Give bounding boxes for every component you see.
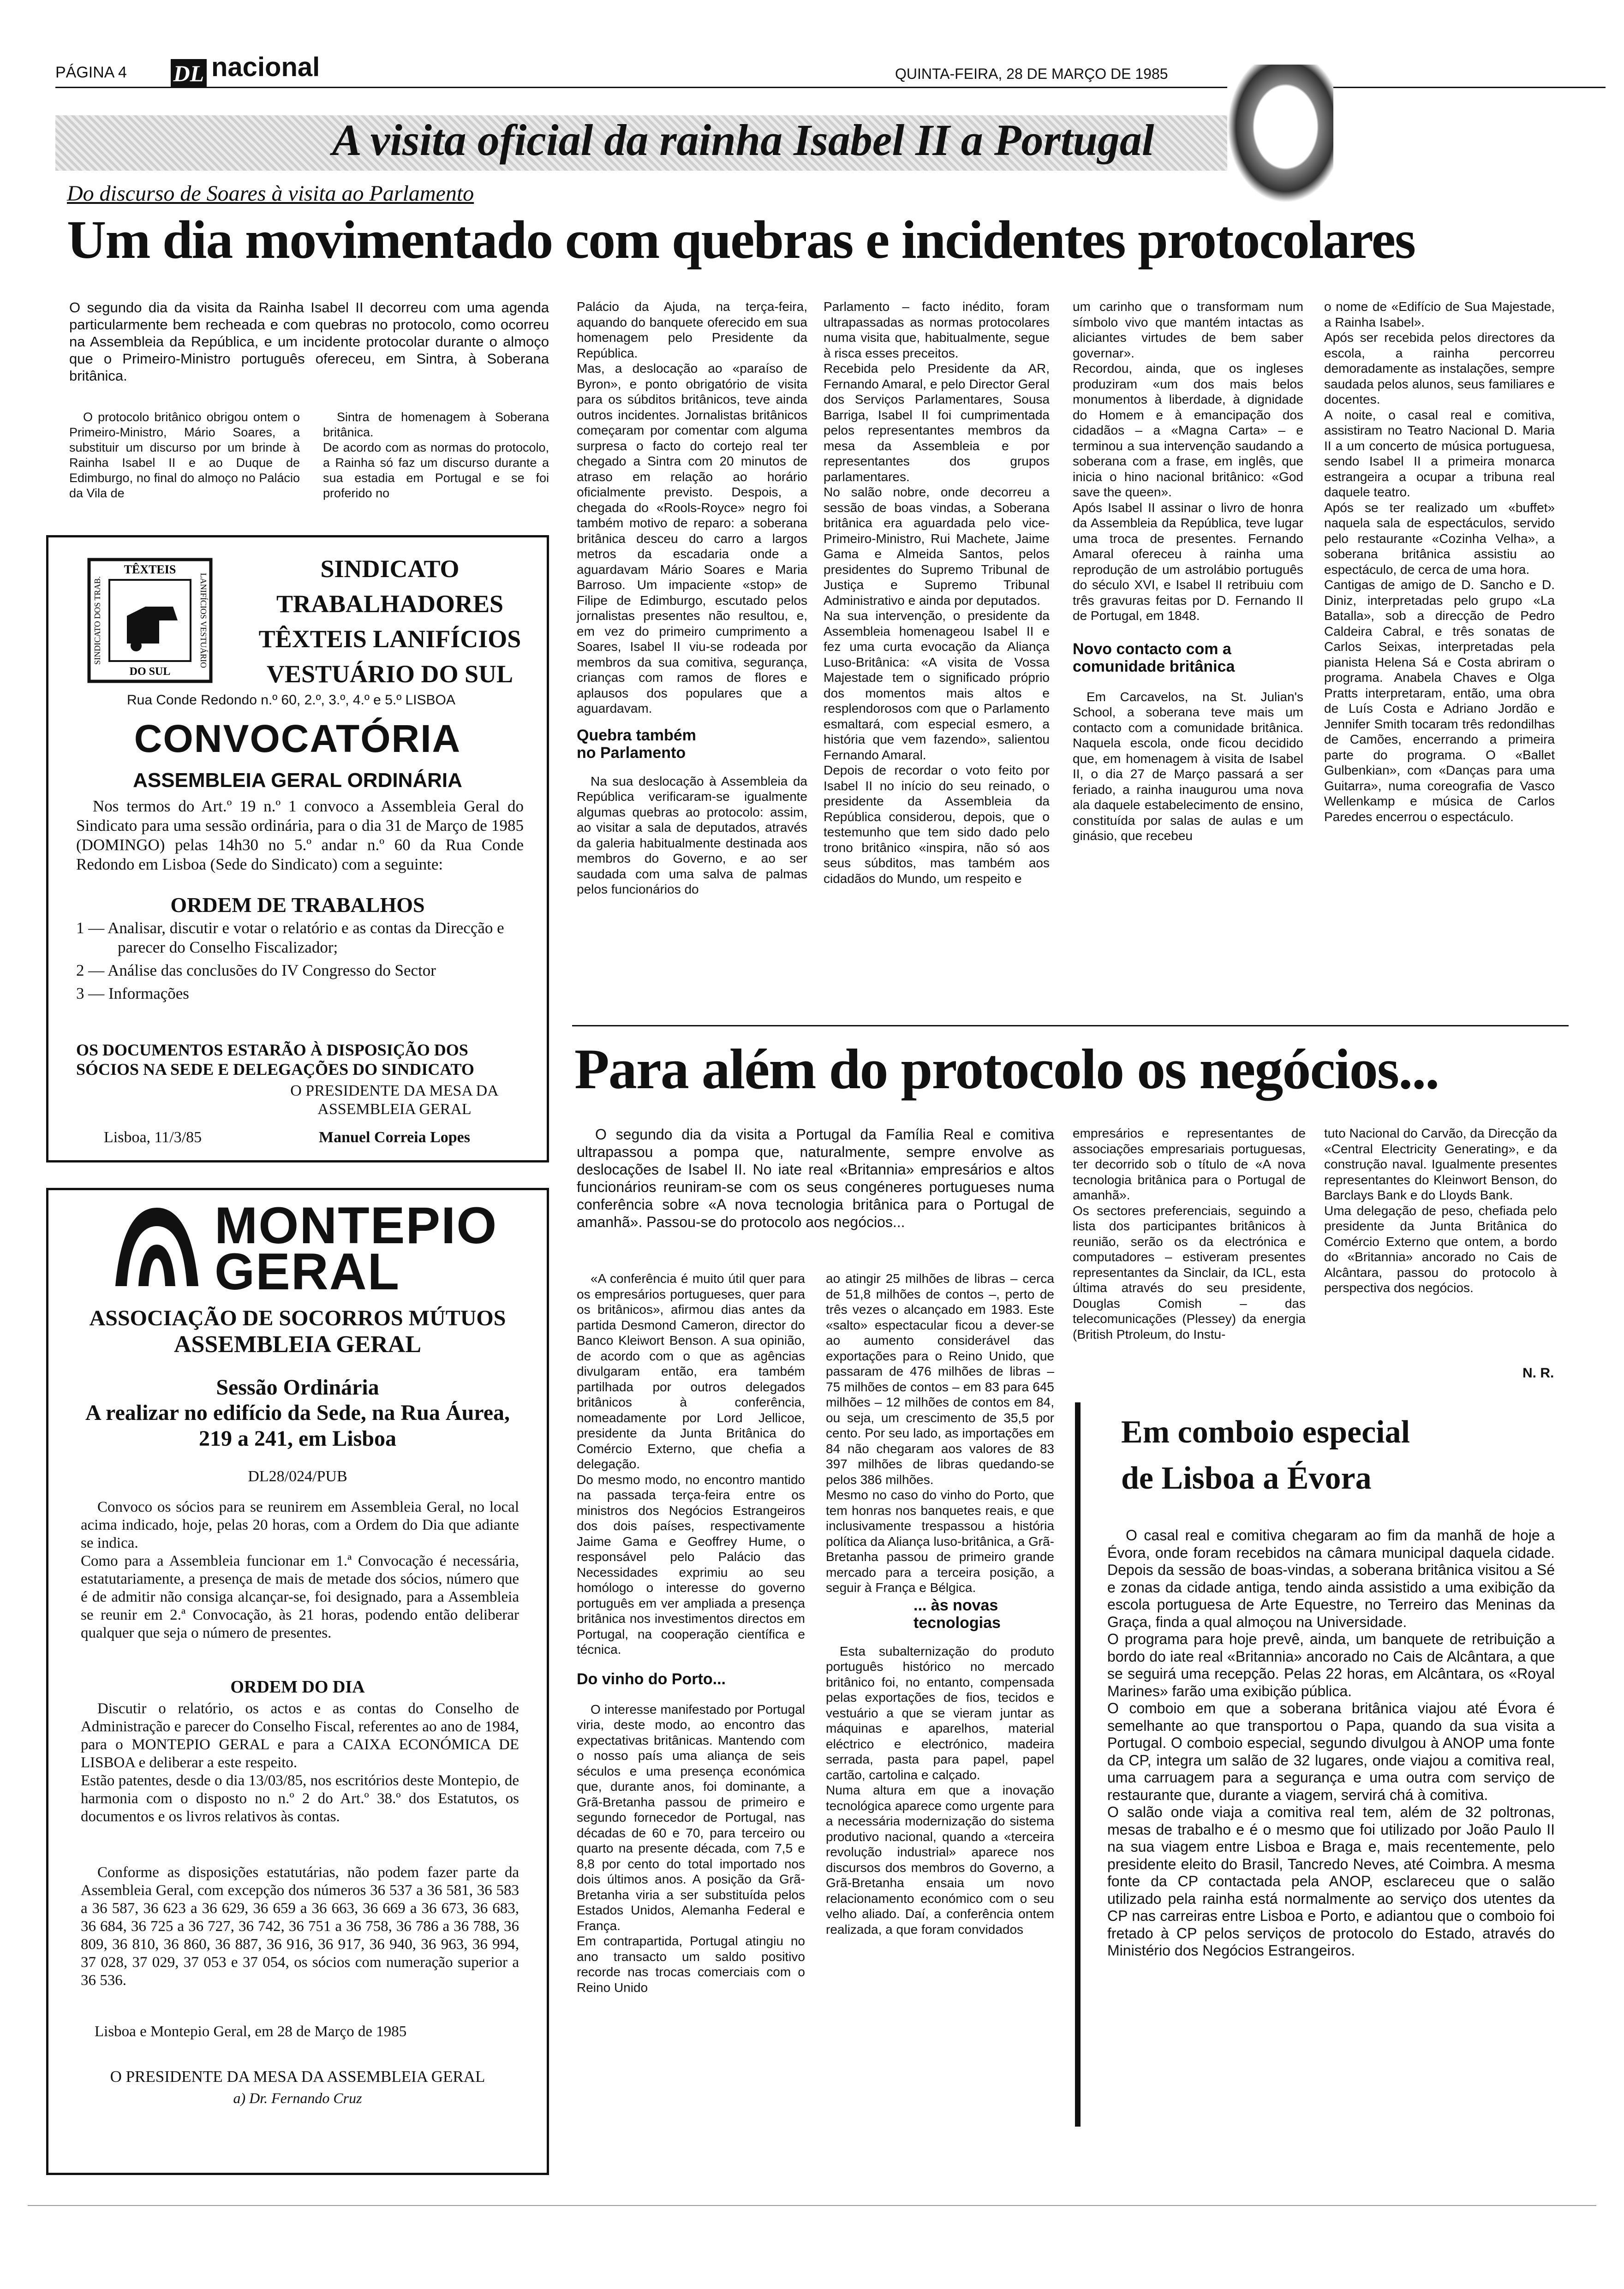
montepio-signature-title: O PRESIDENTE DA MESA DA ASSEMBLEIA GERAL bbox=[110, 2068, 485, 2086]
montepio-order-title: ORDEM DO DIA bbox=[230, 1677, 365, 1697]
sindicato-item: 2 — Análise das conclusões do IV Congresso do Sector bbox=[76, 961, 436, 979]
newspaper-logo: DL bbox=[171, 59, 207, 88]
article1-col-c-text: Palácio da Ajuda, na terça-feira, aquando do banquete oferecido em sua homenagem pelo Presidente da República. Mas, a deslocação ao «paraíso de Byron», e ponto obrigatório de visita para os súbditos britânicos, teve ainda outros incidentes. Jornalistas britânicos começaram por comentar com alguma surpresa o facto do cortejo real ter chegado a Sintra com 20 minutos de atraso em relação ao horário oficialmente previsto. Despois, a chegada do «Rools-Royce» negro foi também motivo de reparo: a soberana britânica desceu do carro a largos metros da escadaria onde a aguardavam Mário Soares e Maria Barroso. Um impaciente «stop» de Filipe de Edimburgo, escutado pelos jornalistas presentes não resultou, e, em vez do primeiro cumprimento a Soares, Isabel II viu-se rodeada por membros da sua comitiva, segurança, crianças com ramos de flores e aplausos dos populares que a aguardavam. bbox=[577, 299, 807, 715]
montepio-brand-line1: MONTEPIO bbox=[215, 1197, 498, 1254]
seal-right-text: LANIFÍCIOS VESTUÁRIO bbox=[199, 572, 208, 668]
sindicato-name bbox=[251, 551, 528, 691]
article2-col-a2-text: O interesse manifestado por Portugal viria, deste modo, ao encontro das expectativas britânicas. Mantendo com o nosso país uma aliança de seis séculos e uma presença económica que, durante anos, foi dominante, a Grã-Bretanha passou de primeiro e segundo fornecedor de Portugal, nas décadas de 60 e 70, para terceiro ou quarto na presente década, com 7,5 e 8,8 por cento do total importado nos dois últimos anos. A posição da Grã-Bretanha viria a ser substituída pelos Estados Unidos, Alemanha Federal e França. Em contrapartida, Portugal atingiu no ano transacto um saldo positivo recorde nas trocas comerciais com o Reino Unido bbox=[577, 1702, 805, 1995]
article2-col-a-text: «A conferência é muito útil quer para os empresários portugueses, quer para os britânicos», afirmou dias antes da partida Desmond Cameron, director do Banco Kleiwort Benson. A sua opinião, de acordo com o que as agências divulgaram então, era também partilhada por outros delegados britânicos à conferência, nomeadamente por Lord Jellicoe, presidente da Junta Britânica do Comércio Externo, que chefia a delegação. Do mesmo modo, no encontro mantido na passada terça-feira entre os ministros dos Negócios Estrangeiros dos dois países, respectivamente Jaime Gama e Geoffrey Hume, o responsável pelo Palácio das Necessidades exprimiu ao seu homólogo o interesse do governo português em ver ampliada a presença britânica nos investimentos directos em Portugal, na cooperação científica e técnica. bbox=[577, 1271, 805, 1657]
article1-col-d: Parlamento – facto inédito, foram ultrapassadas as normas protocolares numa visita que, habitualmente, segue à risca esses preceitos. Recebida pelo Presidente da AR, Fernando Amaral, e pelo Director Geral dos Serviços Parlamentares, Sousa Barriga, Isabel II foi cumprimentada pelos representantes membros da mesa da Assembleia e por representantes dos grupos parlamentares. No salão nobre, onde decorreu a sessão de boas vindas, a Soberana britânica era aguardada pelo vice-Primeiro-Ministro, Rui Machete, Jaime Gama e Almeida Santos, pelos presidentes do Supremo Tribunal de Justiça e Supremo Tribunal Administrativo e ainda por deputados. Na sua intervenção, o presidente da Assembleia homenageou Isabel II e fez uma curta evocação da Aliança Luso-Britânica: «A visita de Vossa Majestade tem o significado próprio dos momentos mais altos e resplendorosos com que o Parlamento esmaltará, com especial esmero, a história que vem fazendo», salientou Fernando Amaral. Depois de recordar o voto feito por Isabel II no início do seu reinado, o presidente da Assembleia da República considerou, depois, que o testemunho que tem sido dado pelo trono britânico «inspira, não só aos seus súbditos, mas também aos cidadãos do Mundo, um respeito e bbox=[824, 299, 1050, 886]
sindicato-signature-title: O PRESIDENTE DA MESA DA ASSEMBLEIA GERAL bbox=[290, 1082, 499, 1118]
seal-top-text: TÊXTEIS bbox=[124, 563, 176, 576]
montepio-assembly: ASSEMBLEIA GERAL bbox=[173, 1331, 422, 1358]
sindicato-item: 3 — Informações bbox=[76, 984, 189, 1002]
article2-col-b-text: ao atingir 25 milhões de libras – cerca de 51,8 milhões de contos –, perto de três vezes o alcançado em 1983. Este «salto» espectacular ficou a dever-se ao aumento considerável das exportações para o Reino Unido, que passaram de 476 milhões de libras – 75 milhões de contos – em 83 para 645 milhões – 12 milhões de contos em 84, ou seja, um crescimento de 35,5 por cento. Por seu lado, as importações em 84 não chegaram aos valores de 83 397 milhões de libras quedando-se pelos 386 milhões. Mesmo no caso do vinho do Porto, que tem honras nos banquetes reais, e que inclusivamente trespassou a história política da Aliança luso-britânica, a Grã-Bretanha passou de primeiro grande mercado para a terceira posição, a seguir à França e Bélgica. bbox=[826, 1271, 1054, 1595]
issue-date: QUINTA-FEIRA, 28 DE MARÇO DE 1985 bbox=[895, 66, 1168, 82]
article1-col-a: O protocolo britânico obrigou ontem o Primeiro-Ministro, Mário Soares, a substituir um discurso por um brinde à Rainha Isabel II e ao Duque de Edimburgo, no final do almoço no Palácio da Vila de bbox=[69, 410, 300, 500]
montepio-location: A realizar no edifício da Sede, na Rua Áurea, 219 a 241, em Lisboa bbox=[85, 1401, 510, 1451]
article2-col-b2-text: Esta subalternização do produto português histórico no mercado britânico foi, no entanto, compensada pelas exportações de fios, tecidos e vestuário a que se vieram juntar as máquinas e aparelhos, material eléctrico e electrónico, madeira serrada, pasta para papel, papel cartão, cartolina e calçado. Numa altura em que a inovação tecnológica aparece como urgente para a necessária modernização do sistema produtivo nacional, quando a «terceira revolução industrial» aparece nos discursos dos membros do Governo, a Grã-Bretanha ensaia um novo relacionamento económico com o seu velho aliado. Daí, a conferência ontem realizada, a que foram convidados bbox=[826, 1644, 1054, 1937]
article3-headline-line1: Em comboio especial bbox=[1121, 1414, 1410, 1450]
sindicato-signature-name: Manuel Correia Lopes bbox=[318, 1129, 470, 1146]
montepio-ref: DL28/024/PUB bbox=[248, 1468, 347, 1485]
montepio-body2: Discutir o relatório, os actos e as contas do Conselho de Administração e parecer do Conselho Fiscal, referentes ao ano de 1984, para o MONTEPIO GERAL e para a CAIXA ECONÓMICA DE LISBOA e deliberar a este respeito. Estão patentes, desde o dia 13/03/85, nos escritórios deste Montepio, de harmonia com o disposto no n.º 2 do Art.º 38.º dos Estatutos, os documentos e os livros relativos às contas. bbox=[81, 1700, 519, 1825]
montepio-logo-icon bbox=[106, 1198, 208, 1291]
header-rule bbox=[55, 87, 1606, 88]
sindicato-subtitle: ASSEMBLEIA GERAL ORDINÁRIA bbox=[133, 769, 462, 792]
article2-col-b-subhead: ... às novas tecnologias bbox=[914, 1596, 1001, 1632]
article3-body: O casal real e comitiva chegaram ao fim da manhã de hoje a Évora, onde foram recebidos na câmara municipal daquela cidade. Depois da sessão de boas-vindas, a soberana britânica visitou a Sé e zonas da cidade antiga, tendo ainda assistido a uma exibição da escola portuguesa de Arte Equestre, no Terreiro das Meninas da Graça, finda a qual almoçou na Universidade. O programa para hoje prevê, ainda, um banquete de retribuição a bordo do iate real «Britannia» ancorado no Cais de Alcântara, a que se seguirá uma recepção. Pelas 22 horas, em Alcântara, os «Royal Marines» farão uma exibição pública. O comboio em que a soberana britânica viajou até Évora é semelhante ao que transportou o Papa, quando da sua visita a Portugal. O comboio especial, segundo divulgou à ANOP uma fonte da CP, integra um salão de 32 lugares, onde viajou a comitiva real, uma carruagem para a segurança e uma outra com serviço de restaurante que, durante a viagem, servirá chá à comitiva. O salão onde viaja a comitiva real tem, além de 32 poltronas, mesas de trabalho e é o mesmo que foi utilizado por João Paulo II na sua viagem entre Lisboa e Braga e, mais recentemente, pelo presidente eleito do Brasil, Tancredo Neves, até Coimbra. A mesma fonte da CP contactada pela ANOP, esclareceu que o salão utilizado pela rainha está normalmente ao serviço dos utentes da CP nas carreiras entre Lisboa e Porto, e adiantou que o comboio foi fretado à CP pelos serviços de protocolo do Estado, através do Ministério dos Negócios Estrangeiros. bbox=[1107, 1527, 1555, 1959]
montepio-signature-name: a) Dr. Fernando Cruz bbox=[233, 2090, 362, 2106]
sindicato-note: OS DOCUMENTOS ESTARÃO À DISPOSIÇÃO DOS SÓCIOS NA SEDE E DELEGAÇÕES DO SINDICATO bbox=[76, 1041, 474, 1079]
article2-col-a-subhead: Do vinho do Porto... bbox=[577, 1670, 726, 1688]
article2-top-rule bbox=[572, 1025, 1569, 1026]
article2-headline: Para além do protocolo os negócios... bbox=[574, 1037, 1439, 1101]
article1-col-c bbox=[577, 299, 807, 897]
article1-col-e-subhead: Novo contacto com a comunidade britânica bbox=[1073, 640, 1235, 675]
article1-headline: Um dia movimentado com quebras e incidentes protocolares bbox=[67, 209, 1415, 270]
sindicato-item: 1 — Analisar, discutir e votar o relatório e as contas da Direcção e parecer do Conselho Fiscalizador; bbox=[76, 919, 504, 956]
article2-col-b bbox=[826, 1271, 1054, 1937]
montepio-ad bbox=[46, 1188, 549, 2175]
banner-title: A visita oficial da rainha Isabel II a Portugal bbox=[332, 115, 1154, 165]
article1-col-f: o nome de «Edifício de Sua Majestade, a Rainha Isabel». Após ser recebida pelos directores da escola, a rainha percorreu demoradamente as instalações, sempre saudada pelos alunos, seus familiares e docentes. A noite, o casal real e comitiva, assistiram no Teatro Nacional D. Maria II a um concerto de música portuguesa, sendo Isabel II a primeira monarca estrangeira a ocupar a tribuna real daquele teatro. Após se ter realizado um «buffet» naquela sala de espectáculos, servido pelo restaurante «Cozinha Velha», a soberana britânica assistiu ao espectáculo, de cerca de uma hora. Cantigas de amigo de D. Sancho e D. Diniz, interpretadas pelo grupo «La Batalla», sob a direcção de Pedro Caldeira Cabral, e três sonatas de Carlos Seixas, interpretadas pela pianista Helena Sá e Costa abriram o programa. Anabela Chaves e Olga Pratts interpretaram, então, uma obra de Luís Costa e Adriano Jordão e Jennifer Smith tocaram três redondilhas de Camões, encerrando a primeira parte do programa. O «Ballet Gulbenkian», com «Danças para uma Guitarra», numa coreografia de Vasco Wellenkamp e música de Carlos Paredes encerrou o espectáculo. bbox=[1324, 299, 1555, 824]
article2-col-d: tuto Nacional do Carvão, da Direcção da «Central Electricity Generating», e da construção naval. Igualmente presentes representantes do Kleinwort Benson, do Barclays Bank e do Lloyds Bank. Uma delegação de peso, chefiada pelo presidente da Junta Britânica do Comércio Externo que ontem, a bordo do «Britannia» ancorado no Cais de Alcântara, passou do protocolo à perspectiva dos negócios. bbox=[1324, 1126, 1557, 1295]
article1-col-e bbox=[1073, 299, 1303, 844]
sindicato-items bbox=[76, 918, 524, 1003]
article3-side-bar bbox=[1075, 1402, 1081, 2127]
sindicato-name-line: TRABALHADORES bbox=[276, 590, 504, 618]
sindicato-body: Nos termos do Art.º 19 n.º 1 convoco a Assembleia Geral do Sindicato para uma sessão ordinária, para o dia 31 de Março de 1985 (DOMINGO) pelas 14h30 no 5.º andar n.º 60 da Rua Conde Redondo em Lisboa (Sede do Sindicato) com a seguinte: bbox=[76, 797, 524, 873]
sindicato-name-line: SINDICATO bbox=[320, 555, 460, 583]
sindicato-address: Rua Conde Redondo n.º 60, 2.º, 3.º, 4.º e 5.º LISBOA bbox=[127, 692, 455, 708]
article1-col-e-text: um carinho que o transformam num símbolo vivo que mantém intactas as aliciantes virtudes de bem saber governar». Recordou, ainda, que os ingleses produziram «um dos mais belos monumentos à liberdade, à dignidade do Homem e à emancipação dos cidadãos – a «Magna Carta» – e terminou a sua intervenção saudando a soberana com a frase, em inglês, que inicia o hino nacional britânico: «God save the queen». Após Isabel II assinar o livro de honra da Assembleia da República, teve lugar uma troca de presentes. Fernando Amaral ofereceu à rainha uma reprodução de um astrolábio português do século XVI, e Isabel II retribuiu com três gravuras feitas por D. Fernando II de Portugal, em 1848. bbox=[1073, 299, 1303, 623]
sindicato-seal-icon bbox=[81, 551, 219, 690]
article2-lead: O segundo dia da visita a Portugal da Família Real e comitiva ultrapassou a pompa que, naturalmente, sempre envolve as deslocações de Isabel II. No iate real «Britannia» empresários e altos funcionários reuniram-se com os seus congéneres portugueses numa conferência sobre «A nova tecnologia britânica para o Portugal de amanhã». Passou-se do protocolo aos negócios... bbox=[577, 1126, 1054, 1230]
montepio-body3: Conforme as disposições estatutárias, não podem fazer parte da Assembleia Geral, com excepção dos números 36 537 a 36 581, 36 583 a 36 587, 36 623 a 36 629, 36 659 a 36 663, 36 669 a 36 673, 36 683, 36 684, 36 725 a 36 727, 36 742, 36 751 a 36 758, 36 786 a 36 788, 36 809, 36 810, 36 860, 36 887, 36 916, 36 917, 36 940, 36 963, 36 994, 37 028, 37 029, 37 053 e 37 054, os sócios com numeração superior a 36 536. bbox=[81, 1864, 519, 1989]
article3-headline-line2: de Lisboa a Évora bbox=[1121, 1460, 1372, 1496]
seal-left-text: SINDICATO DOS TRAB. bbox=[93, 576, 102, 665]
article2-col-c: empresários e representantes de associações empresariais portuguesas, ter decorrido sob o título de «A nova tecnologia britânica para o Portugal de amanhã». Os sectores preferenciais, seguindo a lista dos participantes britânicos à reunião, serão os da electrónica e computadores – estiveram presentes representantes da Sinclair, da ICL, esta última através do seu presidente, Douglas Comish – das telecomunicações (Plessey) da energia (British Ptroleum, do Instu- bbox=[1073, 1126, 1306, 1341]
article2-signature: N. R. bbox=[1522, 1365, 1554, 1381]
article1-col-c2-text: Na sua deslocação à Assembleia da República verificaram-se igualmente algumas quebras ao protocolo: assim, ao visitar a sala de deputados, através da galeria habitualmente destinada aos membros do Governo, e ao ser saudada com uma salva de palmas pelos funcionários do bbox=[577, 774, 807, 896]
montepio-session: Sessão Ordinária bbox=[216, 1375, 379, 1400]
sindicato-ad bbox=[46, 535, 549, 1162]
article1-col-b: Sintra de homenagem à Soberana britânica. De acordo com as normas do protocolo, a Rainha só faz um discurso durante a sua estadia em Portugal e se foi proferido no bbox=[323, 410, 549, 500]
page-number: PÁGINA 4 bbox=[55, 64, 127, 81]
sindicato-name-line: VESTUÁRIO DO SUL bbox=[266, 660, 513, 688]
page-bottom-rule bbox=[28, 2205, 1596, 2206]
article2-col-a bbox=[577, 1271, 805, 1995]
article1-kicker: Do discurso de Soares à visita ao Parlamento bbox=[67, 181, 474, 206]
seal-bottom-text: DO SUL bbox=[129, 666, 171, 678]
article1-lead: O segundo dia da visita da Rainha Isabel II decorreu com uma agenda particularmente bem recheada e com quebras no protocolo, como ocorreu na Assembleia da República, e um incidente protocolar durante o almoço que o Primeiro-Ministro português ofereceu, em Sintra, à Soberana britânica. bbox=[69, 299, 549, 384]
montepio-body1: Convoco os sócios para se reunirem em Assembleia Geral, no local acima indicado, hoje, pelas 20 horas, com a Ordem do Dia que adiante se indica. Como para a Assembleia funcionar em 1.ª Convocação é necessária, estatutariamente, a presença de mais de metade dos sócios, número que é de admitir não consiga alcançar-se, foi designado, para a Assembleia se reunir em 2.ª Convocação, às 21 horas, podendo então deliberar qualquer que seja o número de presentes. bbox=[81, 1499, 519, 1641]
sindicato-order-title: ORDEM DE TRABALHOS bbox=[170, 893, 425, 917]
queen-portrait bbox=[1227, 65, 1333, 203]
article1-col-c-subhead: Quebra também no Parlamento bbox=[577, 726, 696, 762]
sindicato-title: CONVOCATÓRIA bbox=[134, 717, 461, 760]
montepio-place-date: Lisboa e Montepio Geral, em 28 de Março de 1985 bbox=[95, 2023, 407, 2040]
article1-col-e2-text: Em Carcavelos, na St. Julian's School, a soberana teve mais um contacto com a comunidade britânica. Naquela escola, onde ficou decidido que, em homenagem à visita de Isabel II, o dia 27 de Março passará a ser feriado, a rainha inaugurou uma nova ala daquele estabelecimento de ensino, constituída por salas de aulas e um ginásio, que recebeu bbox=[1073, 689, 1303, 843]
sindicato-name-line: TÊXTEIS LANIFÍCIOS bbox=[258, 625, 521, 653]
montepio-brand-line2: GERAL bbox=[215, 1243, 400, 1300]
montepio-org: ASSOCIAÇÃO DE SOCORROS MÚTUOS bbox=[89, 1306, 506, 1330]
sindicato-place-date: Lisboa, 11/3/85 bbox=[104, 1129, 202, 1146]
section-title: nacional bbox=[211, 52, 320, 82]
